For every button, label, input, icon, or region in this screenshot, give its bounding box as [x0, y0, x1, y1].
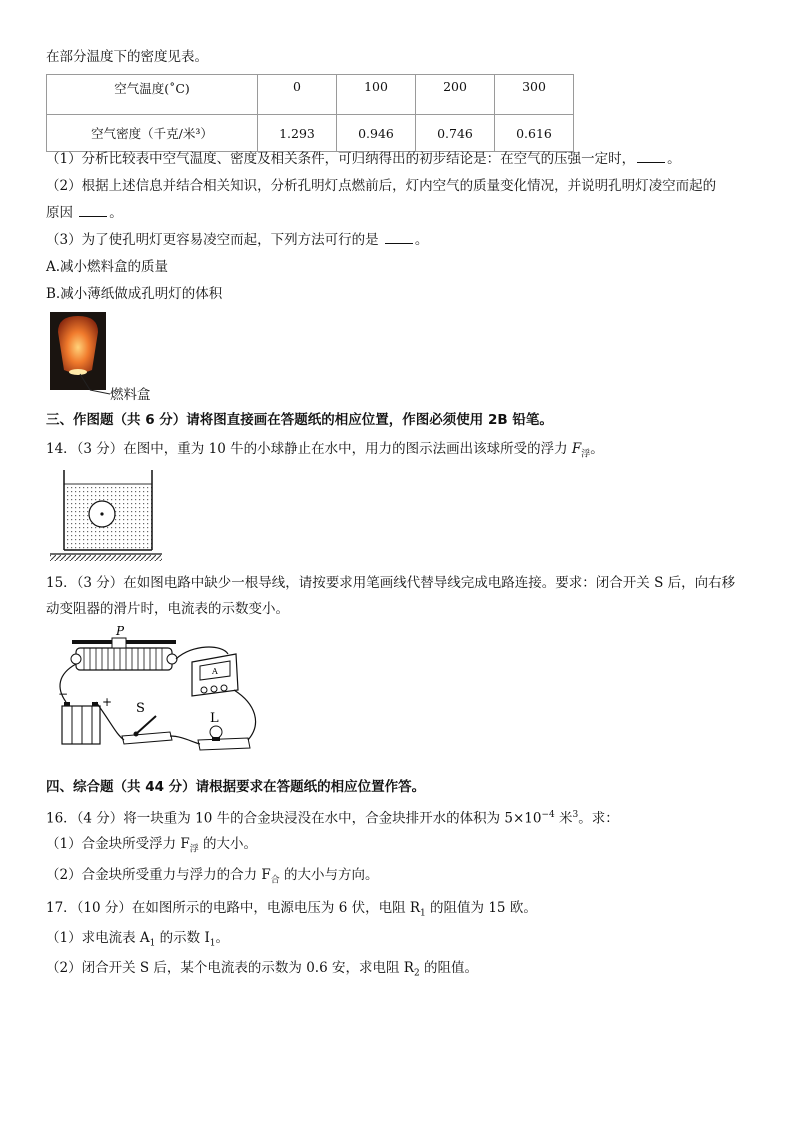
- q16-part2: （2）合金块所受重力与浮力的合力 $F_合$ 的大小与方向。: [46, 867, 379, 886]
- answer-blank[interactable]: [637, 150, 665, 163]
- table-row: [47, 75, 574, 115]
- table-cell: 0.746: [416, 115, 495, 152]
- table-cell: 200: [416, 75, 495, 115]
- table-cell: 300: [495, 75, 574, 115]
- water-container-figure: [46, 470, 166, 562]
- table-cell: 100: [337, 75, 416, 115]
- table-cell: 1.293: [258, 115, 337, 152]
- density-table: [46, 74, 574, 152]
- q13-part2-cont: 原因 。: [46, 205, 123, 221]
- ammeter-label: A: [212, 667, 218, 676]
- lamp-label-l: L: [210, 711, 219, 726]
- q15-line1: 15．（3 分）在如图电路中缺少一根导线，请按要求用笔画线代替导线完成电路连接。要求：闭合开关 S 后，向右移: [46, 575, 736, 591]
- section-4-heading: 四、综合题（共 44 分）请根据要求在答题纸的相应位置作答。: [46, 779, 426, 795]
- fuel-box-label: 燃料盒: [110, 387, 151, 403]
- table-header-temperature: 空气温度(˚C): [47, 75, 258, 115]
- table-row: [47, 115, 574, 152]
- q17-part1: （1）求电流表 $A_1$ 的示数 $I_1$。: [46, 930, 230, 949]
- q16-part1: （1）合金块所受浮力 $F_浮$ 的大小。: [46, 836, 258, 855]
- q13-part1: （1）分析比较表中空气温度、密度及相关条件，可归纳得出的初步结论是：在空气的压强一定时， 。: [46, 151, 681, 167]
- q14-text: 14．（3 分）在图中，重为 10 牛的小球静止在水中，用力的图示法画出该球所受的浮力 $F_浮$。: [46, 441, 604, 460]
- answer-blank[interactable]: [79, 204, 107, 217]
- q13-option-a: A.减小燃料盒的质量: [46, 259, 169, 275]
- lamp-icon: [198, 726, 250, 750]
- q17-line1: 17．（10 分）在如图所示的电路中，电源电压为 6 伏，电阻 $R_1$ 的阻值为 15 欧。: [46, 900, 537, 919]
- q13-part2: （2）根据上述信息并结合相关知识，分析孔明灯点燃前后，灯内空气的质量变化情况，并说明孔明灯凌空而起的: [46, 178, 717, 194]
- section-3-heading: 三、作图题（共 6 分）请将图直接画在答题纸的相应位置，作图必须使用 2B 铅笔。: [46, 412, 553, 428]
- switch-icon: [122, 716, 172, 744]
- q16-line1: 16．（4 分）将一块重为 10 牛的合金块浸没在水中，合金块排开水的体积为 $5\times 10^{-4}$ 米$^3$。求：: [46, 810, 619, 827]
- intro-text: 在部分温度下的密度见表。: [46, 49, 208, 65]
- battery-minus-label: −: [58, 687, 69, 701]
- q15-line2: 动变阻器的滑片时，电流表的示数变小。: [46, 601, 289, 617]
- table-cell: 0: [258, 75, 337, 115]
- table-header-density: 空气密度（千克/米³）: [47, 115, 258, 152]
- table-cell: 0.616: [495, 115, 574, 152]
- answer-blank[interactable]: [385, 231, 413, 244]
- q13-part3: （3）为了使孔明灯更容易凌空而起，下列方法可行的是 。: [46, 232, 429, 248]
- q17-part2: （2）闭合开关 S 后，某个电流表的示数为 0.6 安，求电阻 $R_2$ 的阻值。: [46, 960, 478, 979]
- rheostat-icon: [71, 638, 177, 670]
- q13-option-b: B.减小薄纸做成孔明灯的体积: [46, 286, 223, 302]
- battery-icon: [62, 702, 100, 744]
- circuit-figure: [52, 624, 264, 752]
- table-cell: 0.946: [337, 115, 416, 152]
- battery-plus-label: +: [102, 695, 113, 709]
- slider-label-p: P: [116, 624, 125, 638]
- switch-label-s: S: [136, 701, 145, 716]
